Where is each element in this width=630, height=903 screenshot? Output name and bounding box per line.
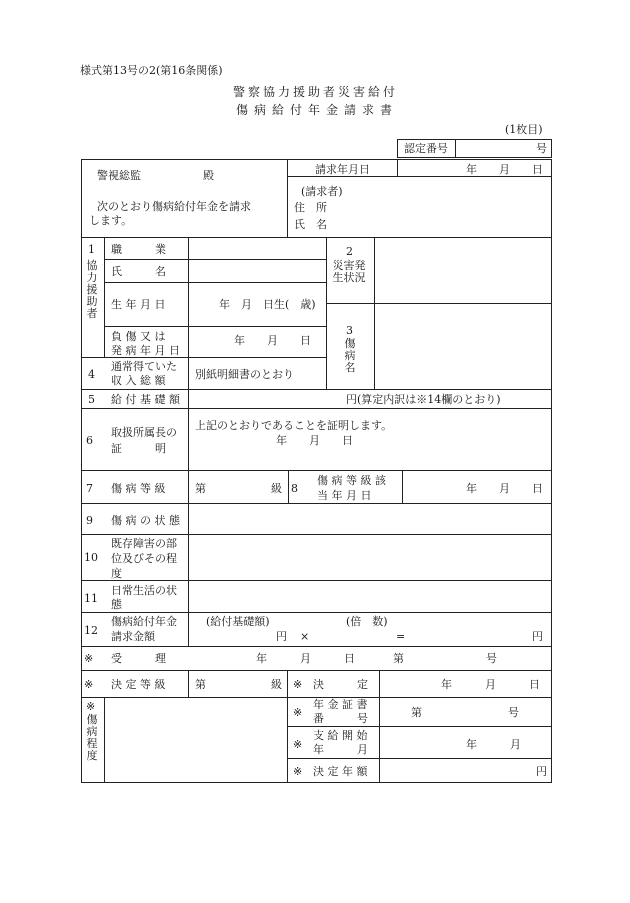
- base-amount-label: 給 付 基 礎 額: [111, 393, 180, 406]
- grade-date-no: 8: [291, 482, 298, 495]
- addressee-body-line1: 次のとおり傷病給付年金を請求: [97, 200, 251, 213]
- divider: [104, 326, 326, 327]
- divider: [326, 303, 552, 304]
- income-no: 4: [88, 368, 95, 381]
- grade-no: 7: [86, 482, 93, 495]
- decision-grade-suffix: 級: [271, 678, 282, 691]
- divider: [188, 389, 189, 646]
- injury-name-label: 傷病名: [344, 337, 356, 374]
- decision-date: 年 月 日: [441, 678, 540, 691]
- certification-no: 6: [86, 434, 93, 447]
- request-date-label: 請求年月日: [315, 163, 370, 176]
- helper-birth-value: 年 月 日生( 歳): [219, 298, 316, 311]
- divider: [287, 726, 552, 727]
- decision-grade-label: 決 定 等 級: [111, 678, 166, 691]
- divider: [188, 237, 189, 389]
- helper-birth-label: 生 年 月 日: [111, 298, 166, 311]
- helper-no: 1: [88, 243, 95, 256]
- decision-mark: ※: [293, 678, 303, 691]
- claim-multiplier-label: (倍 数): [346, 615, 388, 628]
- annual-label: 決 定 年 額: [313, 765, 368, 778]
- existing-label1: 既存障害の部: [111, 537, 177, 550]
- daily-label2: 態: [111, 598, 122, 611]
- grade-prefix: 第: [195, 482, 206, 495]
- form-title-line2: 傷病給付年金請求書: [236, 103, 399, 117]
- existing-label3: 度: [111, 567, 122, 580]
- helper-injury-date-value: 年 月 日: [234, 334, 311, 347]
- income-value: 別紙明細書のとおり: [195, 368, 294, 381]
- start-value: 年 月: [466, 738, 521, 751]
- claim-amount-label1: 傷病給付年金: [111, 615, 177, 628]
- form-id: 様式第13号の2(第16条関係): [80, 64, 223, 77]
- divider: [402, 470, 403, 503]
- existing-no: 10: [84, 551, 98, 564]
- grade-suffix: 級: [271, 482, 282, 495]
- condition-no: 9: [86, 514, 93, 527]
- divider: [81, 612, 552, 613]
- income-label2: 収 入 総 額: [111, 374, 166, 387]
- claim-base-label: (給付基礎額): [206, 615, 270, 628]
- helper-name-label: 氏 名: [111, 265, 166, 278]
- receipt-no-prefix: 第: [393, 652, 404, 665]
- divider: [81, 237, 552, 238]
- pension-no-label2: 番 号: [313, 712, 368, 725]
- claim-equals: =: [396, 630, 406, 643]
- receipt-date: 年 月 日: [256, 652, 355, 665]
- claim-yen1: 円: [276, 630, 287, 643]
- annual-suffix: 円: [536, 765, 547, 778]
- addressee-honorific: 殿: [203, 169, 214, 182]
- divider: [397, 159, 398, 177]
- pension-no-prefix: 第: [411, 706, 422, 719]
- request-date-value: 年 月 日: [466, 163, 543, 176]
- divider: [104, 259, 326, 260]
- decision-grade-mark: ※: [84, 678, 94, 691]
- start-label2: 年 月: [313, 743, 368, 756]
- cert-number-label: 認定番号: [404, 142, 448, 155]
- divider: [104, 237, 105, 357]
- claimant-label: (請求者): [301, 185, 343, 198]
- receipt-label: 受 理: [111, 652, 166, 665]
- divider: [81, 503, 552, 504]
- income-label1: 通常得ていた: [111, 360, 177, 373]
- degree-label: 傷病程度: [86, 713, 98, 762]
- divider: [287, 670, 288, 783]
- addressee-body-line2: します。: [89, 214, 133, 227]
- disaster-label: 災害発生状況: [332, 259, 366, 284]
- helper-injury-date-label1: 負 傷 又 は: [111, 330, 166, 343]
- existing-label2: 位及びその程: [111, 552, 177, 565]
- certification-label2: 証 明: [111, 442, 166, 455]
- divider: [188, 670, 189, 697]
- certification-text: 上記のとおりであることを証明します。: [195, 419, 393, 432]
- pension-no-suffix: 号: [508, 706, 519, 719]
- helper-label: 協力援助者: [86, 259, 98, 320]
- divider: [287, 758, 552, 759]
- divider: [379, 670, 380, 783]
- certification-date: 年 月 日: [276, 434, 353, 447]
- claim-amount-no: 12: [84, 624, 98, 637]
- annual-mark: ※: [293, 765, 303, 778]
- divider: [81, 580, 552, 581]
- divider: [81, 389, 552, 390]
- grade-date-label2: 当 年 月 日: [317, 489, 372, 502]
- divider: [81, 670, 552, 671]
- claimant-address-label: 住 所: [294, 201, 327, 214]
- pension-no-mark: ※: [293, 706, 303, 719]
- daily-no: 11: [84, 592, 98, 605]
- receipt-mark: ※: [84, 652, 94, 665]
- base-amount-no: 5: [88, 393, 95, 406]
- divider: [81, 357, 326, 358]
- addressee-name: 警視総監: [97, 169, 141, 182]
- claimant-name-label: 氏 名: [294, 218, 327, 231]
- form-title-line1: 警察協力援助者災害給付: [233, 85, 399, 99]
- divider: [81, 646, 552, 647]
- base-amount-value: 円(算定内訳は※14欄のとおり): [346, 393, 501, 406]
- decision-grade-prefix: 第: [195, 678, 206, 691]
- divider: [455, 139, 456, 158]
- sheet-count: (1枚目): [505, 123, 543, 136]
- divider: [288, 470, 289, 503]
- divider: [81, 470, 552, 471]
- receipt-no-suffix: 号: [486, 652, 497, 665]
- injury-name-no: 3: [346, 324, 353, 337]
- disaster-no: 2: [346, 245, 353, 258]
- degree-mark: ※: [86, 700, 96, 713]
- pension-no-label1: 年 金 証 書: [313, 698, 368, 711]
- divider: [287, 159, 288, 237]
- start-label1: 支 給 開 始: [313, 729, 368, 742]
- divider: [81, 408, 552, 409]
- divider: [326, 237, 327, 389]
- claim-amount-label2: 請求金額: [111, 630, 155, 643]
- divider: [104, 282, 326, 283]
- grade-date-value: 年 月 日: [466, 482, 543, 495]
- cert-number-suffix: 号: [536, 142, 547, 155]
- divider: [287, 176, 552, 177]
- grade-date-label1: 傷 病 等 級 該: [317, 474, 386, 487]
- start-mark: ※: [293, 738, 303, 751]
- grade-label: 傷 病 等 級: [111, 482, 166, 495]
- divider: [374, 237, 375, 389]
- certification-label1: 取扱所属長の: [111, 426, 177, 439]
- condition-label: 傷 病 の 状 態: [111, 514, 180, 527]
- divider: [104, 697, 105, 783]
- divider: [81, 534, 552, 535]
- claim-yen2: 円: [532, 630, 543, 643]
- claim-times: ×: [300, 630, 310, 643]
- helper-injury-date-label2: 発 病 年 月 日: [111, 344, 180, 357]
- daily-label1: 日常生活の状: [111, 584, 177, 597]
- decision-label: 決 定: [313, 678, 368, 691]
- helper-occupation-label: 職 業: [111, 243, 166, 256]
